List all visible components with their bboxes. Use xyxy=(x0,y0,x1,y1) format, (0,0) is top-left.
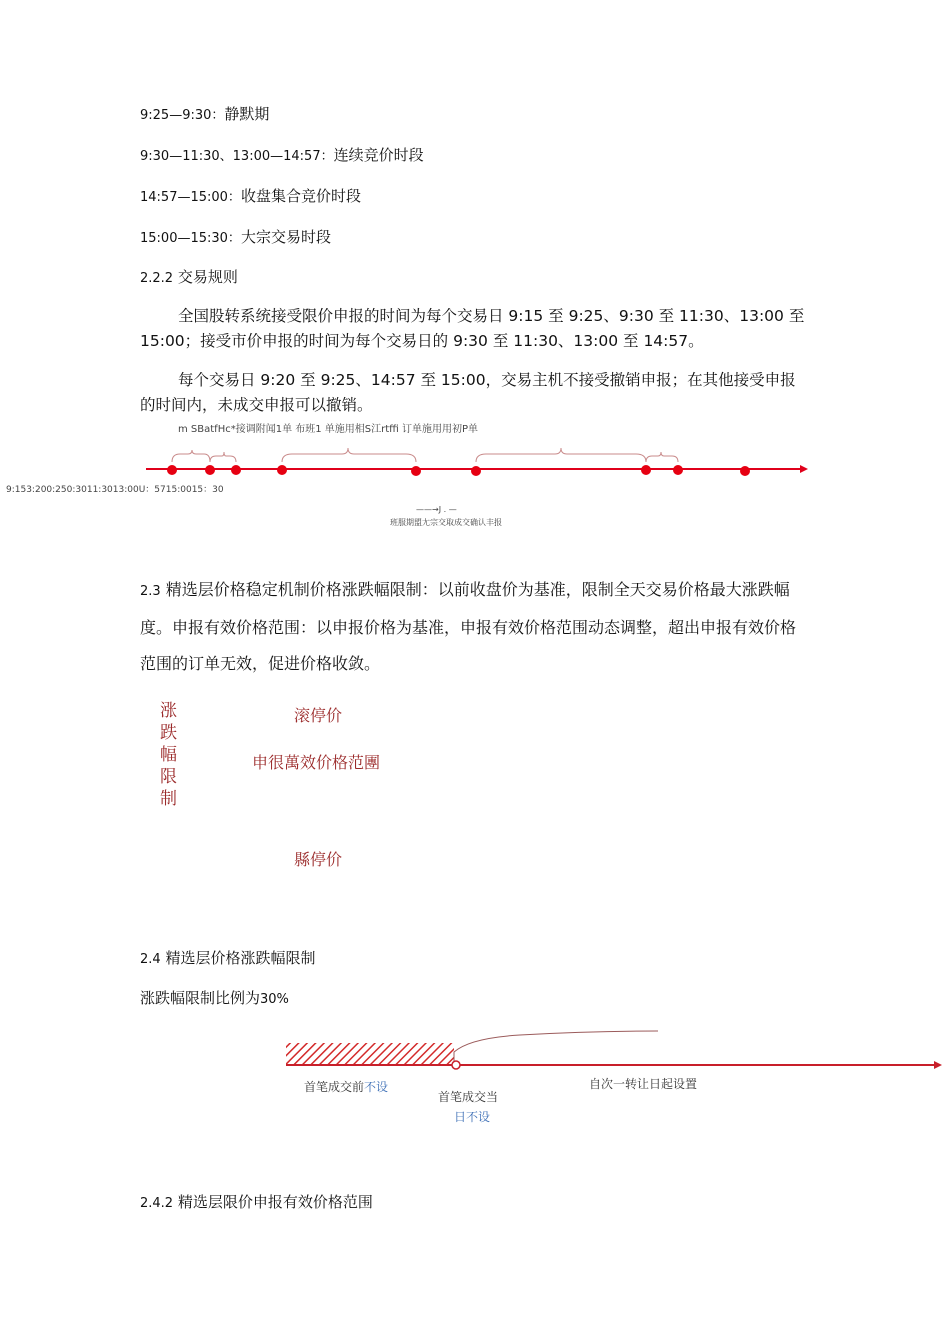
price-limit-side-label: 涨跌幅限制 xyxy=(160,701,177,809)
timeline-top-text: m SBatfHc*接调附闻1单 布班1 单施用相S江rtffi 订单施用用初P单 xyxy=(178,424,479,435)
timeline-point xyxy=(277,465,287,475)
section-number: 2.4 xyxy=(140,952,161,967)
section-2-3-paragraph xyxy=(140,572,808,682)
section-heading-2-2-2 xyxy=(140,267,238,289)
label-from-next-day: 自次一转让日起设置 xyxy=(589,1077,698,1091)
brace xyxy=(172,450,210,462)
label-first-trade-day-b: 日不设 xyxy=(454,1110,491,1124)
schedule-line-1 xyxy=(140,104,269,126)
paragraph-limit-order-times: 全国股转系统接受限价申报的时间为每个交易日 9:15 至 9:25、9:30 至 11:30、13:00 至 15:00；接受市价申报的时间为每个交易日的 9:30 至 11:30、13:00 至 14:57。 xyxy=(140,307,805,350)
timeline-point xyxy=(471,466,481,476)
brace xyxy=(476,448,646,462)
ratio-value: 30% xyxy=(260,992,289,1007)
upper-limit-price-label: 滚停价 xyxy=(294,706,343,725)
timeline-point xyxy=(205,465,215,475)
hatched-no-limit-area xyxy=(286,1043,454,1064)
schedule-line-3 xyxy=(140,186,361,208)
section-text: 精选层价格稳定机制价格涨跌幅限制：以前收盘价为基准，限制全天交易价格最大涨跌幅度。申报有效价格范围：以申报价格为基准，申报有效价格范围动态调整，超出申报有效价格范围的订单无效，促进价格收敛。 xyxy=(140,580,797,673)
timeline-caption: 班服期盟尢宗交取成交确认丰报 xyxy=(390,518,502,527)
schedule-time: 15:00—15:30： xyxy=(140,231,241,246)
first-trade-marker xyxy=(452,1061,460,1069)
timeline-time-labels: 9:153:200:250:3011:3013:00U：5715:0015：30 xyxy=(6,485,224,495)
ratio-label: 涨跌幅限制比例为 xyxy=(140,989,261,1007)
timeline-points xyxy=(167,465,750,476)
section-number: 2.2.2 xyxy=(140,271,174,286)
label-first-trade-day-a: 首笔成交当 xyxy=(438,1090,499,1104)
paragraph-cancel-rules: 每个交易日 9:20 至 9:25、14:57 至 15:00，交易主机不接受撤销申报；在其他接受申报的时间内，未成交申报可以撤销。 xyxy=(140,371,796,414)
schedule-label: 静默期 xyxy=(224,105,270,123)
schedule-line-2 xyxy=(140,145,424,167)
schedule-time: 9:30—11:30、13:00—14:57： xyxy=(140,149,334,164)
limit-axis-arrow xyxy=(934,1061,942,1069)
brace xyxy=(282,448,416,462)
timeline-point xyxy=(167,465,177,475)
section-title: 精选层限价申报有效价格范围 xyxy=(177,1193,373,1211)
label-highlight: 不设 xyxy=(364,1080,389,1094)
section-number: 2.3 xyxy=(140,584,161,599)
timeline-point xyxy=(411,466,421,476)
brace xyxy=(646,452,678,462)
brace xyxy=(210,452,236,462)
timeline-point xyxy=(641,465,651,475)
timeline-bottom-arrow-text: ——→J . — xyxy=(416,505,457,514)
schedule-label: 连续竞价时段 xyxy=(333,146,424,164)
timeline-point xyxy=(673,465,683,475)
timeline-point xyxy=(740,466,750,476)
schedule-time: 14:57—15:00： xyxy=(140,190,241,205)
section-heading-2-4 xyxy=(140,948,315,970)
timeline-braces xyxy=(172,448,678,462)
valid-price-range-label: 申很萬效价格范團 xyxy=(252,753,381,772)
section-heading-2-4-2 xyxy=(140,1192,373,1214)
limit-ratio-text xyxy=(140,988,289,1010)
schedule-label: 大宗交易时段 xyxy=(240,228,331,246)
section-title: 交易规则 xyxy=(177,268,238,286)
section-title: 精选层价格涨跌幅限制 xyxy=(165,949,316,967)
label-part: 首笔成交前 xyxy=(304,1080,365,1094)
lower-limit-price-label: 縣停价 xyxy=(294,850,343,869)
section-number: 2.4.2 xyxy=(140,1196,174,1211)
timeline-arrow-head xyxy=(800,465,808,473)
timeline-point xyxy=(231,465,241,475)
schedule-line-4 xyxy=(140,227,331,249)
label-before-first-trade xyxy=(304,1077,388,1097)
limit-curve xyxy=(454,1031,658,1064)
schedule-time: 9:25—9:30： xyxy=(140,108,225,123)
schedule-label: 收盘集合竞价时段 xyxy=(240,187,361,205)
